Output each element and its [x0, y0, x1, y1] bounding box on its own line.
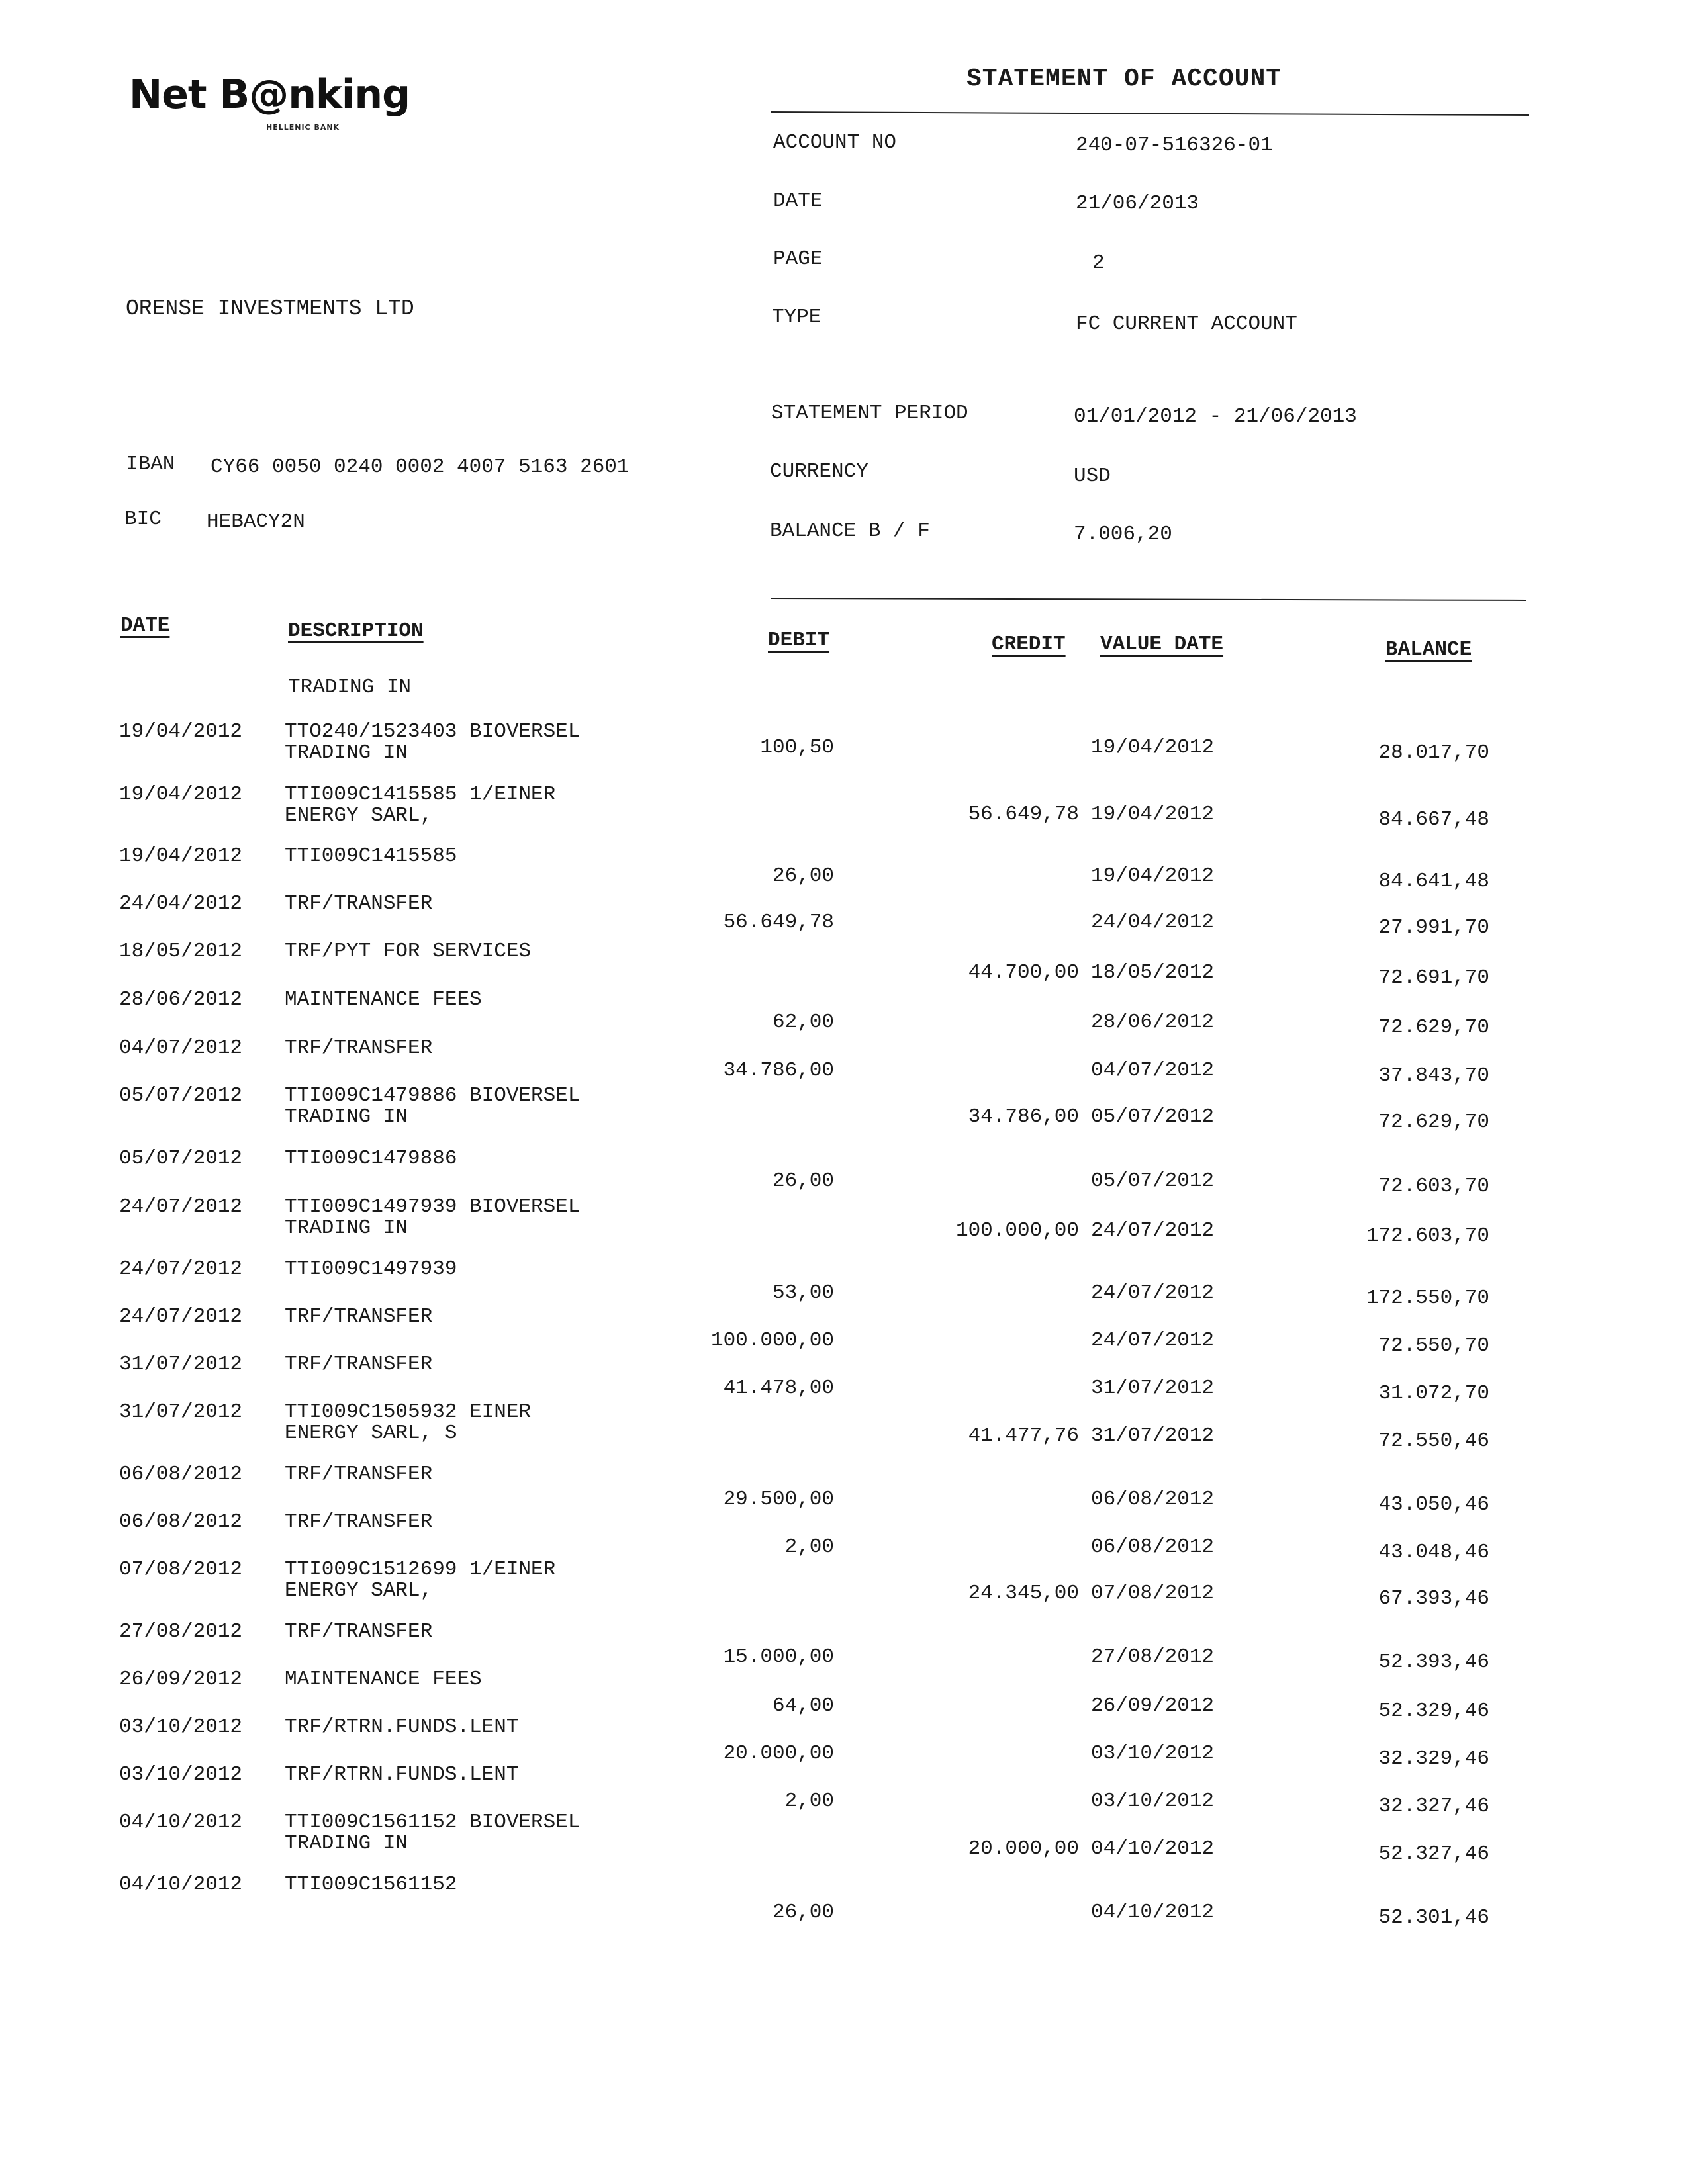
row-balance: 72.629,70: [1378, 1111, 1489, 1134]
row-date: 03/10/2012: [119, 1763, 243, 1786]
row-credit: 100.000,00: [955, 1219, 1079, 1242]
row-description: MAINTENANCE FEES: [285, 988, 482, 1011]
row-date: 24/04/2012: [119, 892, 243, 915]
row-credit: 20.000,00: [968, 1837, 1079, 1860]
row-balance: 72.603,70: [1378, 1175, 1489, 1198]
table-row: [0, 1558, 1688, 1610]
row-value-date: 19/04/2012: [1091, 736, 1215, 759]
row-date: 06/08/2012: [119, 1510, 243, 1533]
bic-value: HEBACY2N: [207, 510, 305, 533]
row-value-date: 24/07/2012: [1091, 1219, 1215, 1242]
row-description: TTI009C1479886: [285, 1147, 457, 1170]
row-value-date: 06/08/2012: [1091, 1488, 1215, 1511]
row-balance: 172.550,70: [1366, 1287, 1489, 1310]
row-date: 04/10/2012: [119, 1811, 243, 1834]
row-description: TTI009C1561152: [285, 1873, 457, 1896]
col-header-date: DATE: [120, 614, 170, 637]
row-balance: 72.691,70: [1378, 966, 1489, 989]
row-date: 19/04/2012: [119, 720, 243, 743]
row-value-date: 03/10/2012: [1091, 1742, 1215, 1765]
row-value-date: 07/08/2012: [1091, 1582, 1215, 1605]
statement-period-value: 01/01/2012 - 21/06/2013: [1074, 405, 1357, 428]
balance-bf-label: BALANCE B / F: [770, 520, 930, 543]
row-date: 19/04/2012: [119, 844, 243, 868]
row-description: TTO240/1523403 BIOVERSEL TRADING IN: [285, 720, 581, 764]
table-row: [0, 1811, 1688, 1866]
table-row: [0, 1353, 1688, 1405]
row-description: TRF/RTRN.FUNDS.LENT: [285, 1715, 519, 1739]
row-value-date: 03/10/2012: [1091, 1790, 1215, 1813]
row-date: 04/07/2012: [119, 1036, 243, 1060]
row-value-date: 19/04/2012: [1091, 864, 1215, 887]
row-description: TRF/TRANSFER: [285, 1510, 433, 1533]
row-description: TTI009C1479886 BIOVERSEL TRADING IN: [285, 1084, 581, 1128]
row-date: 26/09/2012: [119, 1668, 243, 1691]
row-value-date: 26/09/2012: [1091, 1694, 1215, 1717]
row-description: MAINTENANCE FEES: [285, 1668, 482, 1691]
row-balance: 37.843,70: [1378, 1064, 1489, 1087]
row-date: 24/07/2012: [119, 1257, 243, 1281]
row-debit: 34.786,00: [723, 1059, 834, 1082]
row-balance: 32.327,46: [1378, 1795, 1489, 1818]
row-description: TRF/TRANSFER: [285, 1620, 433, 1643]
row-date: 19/04/2012: [119, 783, 243, 806]
row-value-date: 31/07/2012: [1091, 1377, 1215, 1400]
bic-label: BIC: [124, 508, 162, 531]
row-value-date: 27/08/2012: [1091, 1645, 1215, 1668]
table-row: [0, 1620, 1688, 1674]
row-description: TRF/TRANSFER: [285, 1353, 433, 1376]
row-date: 27/08/2012: [119, 1620, 243, 1643]
row-balance: 72.629,70: [1378, 1016, 1489, 1039]
row-balance: 72.550,46: [1378, 1430, 1489, 1453]
table-row: [0, 1084, 1688, 1134]
carryover-description: TRADING IN: [288, 676, 412, 699]
table-row: [0, 1668, 1688, 1723]
row-description: TTI009C1561152 BIOVERSEL TRADING IN: [285, 1811, 581, 1855]
date-value: 21/06/2013: [1076, 192, 1199, 215]
row-credit: 41.477,76: [968, 1424, 1079, 1447]
row-date: 24/07/2012: [119, 1305, 243, 1328]
row-value-date: 18/05/2012: [1091, 961, 1215, 984]
row-value-date: 28/06/2012: [1091, 1011, 1215, 1034]
row-debit: 2,00: [784, 1790, 834, 1813]
row-date: 18/05/2012: [119, 940, 243, 963]
row-date: 04/10/2012: [119, 1873, 243, 1896]
row-date: 07/08/2012: [119, 1558, 243, 1581]
col-header-debit: DEBIT: [768, 629, 830, 652]
iban-value: CY66 0050 0240 0002 4007 5163 2601: [211, 455, 630, 478]
row-value-date: 05/07/2012: [1091, 1105, 1215, 1128]
row-balance: 52.393,46: [1378, 1651, 1489, 1674]
row-debit: 53,00: [772, 1281, 834, 1304]
balance-bf-value: 7.006,20: [1074, 523, 1172, 546]
row-debit: 64,00: [772, 1694, 834, 1717]
row-date: 03/10/2012: [119, 1715, 243, 1739]
row-description: TRF/TRANSFER: [285, 1305, 433, 1328]
row-description: TRF/TRANSFER: [285, 1036, 433, 1060]
row-date: 05/07/2012: [119, 1084, 243, 1107]
row-balance: 27.991,70: [1378, 916, 1489, 939]
table-row: [0, 1463, 1688, 1516]
table-row: [0, 720, 1688, 764]
row-balance: 52.329,46: [1378, 1700, 1489, 1723]
row-description: TRF/RTRN.FUNDS.LENT: [285, 1763, 519, 1786]
row-balance: 52.301,46: [1378, 1906, 1489, 1929]
row-value-date: 04/10/2012: [1091, 1901, 1215, 1924]
account-no-value: 240-07-516326-01: [1076, 134, 1273, 157]
row-debit: 100.000,00: [710, 1329, 834, 1352]
row-description: TTI009C1415585 1/EINER ENERGY SARL,: [285, 783, 556, 827]
row-debit: 56.649,78: [723, 911, 834, 934]
row-debit: 26,00: [772, 1901, 834, 1924]
row-date: 24/07/2012: [119, 1195, 243, 1218]
row-value-date: 24/07/2012: [1091, 1329, 1215, 1352]
row-date: 31/07/2012: [119, 1353, 243, 1376]
row-description: TTI009C1497939 BIOVERSEL TRADING IN: [285, 1195, 581, 1240]
row-debit: 15.000,00: [723, 1645, 834, 1668]
bank-logo: Net B@nking: [129, 71, 410, 118]
table-row: [0, 1147, 1688, 1198]
row-description: TTI009C1505932 EINER ENERGY SARL, S: [285, 1400, 532, 1445]
row-credit: 56.649,78: [968, 803, 1079, 826]
row-value-date: 06/08/2012: [1091, 1535, 1215, 1559]
table-row: [0, 940, 1688, 989]
row-value-date: 19/04/2012: [1091, 803, 1215, 826]
row-debit: 41.478,00: [723, 1377, 834, 1400]
iban-label: IBAN: [126, 453, 175, 476]
row-credit: 34.786,00: [968, 1105, 1079, 1128]
row-value-date: 24/04/2012: [1091, 911, 1215, 934]
row-description: TRF/PYT FOR SERVICES: [285, 940, 532, 963]
table-row: [0, 1873, 1688, 1929]
table-row: [0, 892, 1688, 939]
col-header-balance: BALANCE: [1385, 638, 1472, 661]
row-balance: 52.327,46: [1378, 1843, 1489, 1866]
statement-title: STATEMENT OF ACCOUNT: [966, 65, 1282, 93]
row-value-date: 31/07/2012: [1091, 1424, 1215, 1447]
bank-logo-subtext: HELLENIC BANK: [266, 123, 340, 132]
row-value-date: 04/10/2012: [1091, 1837, 1215, 1860]
row-balance: 31.072,70: [1378, 1382, 1489, 1405]
table-row: [0, 988, 1688, 1039]
col-header-credit: CREDIT: [992, 633, 1066, 656]
row-balance: 43.048,46: [1378, 1541, 1489, 1564]
row-date: 06/08/2012: [119, 1463, 243, 1486]
table-row: [0, 1763, 1688, 1818]
row-description: TTI009C1512699 1/EINER ENERGY SARL,: [285, 1558, 556, 1602]
type-label: TYPE: [772, 306, 821, 329]
currency-value: USD: [1074, 465, 1111, 488]
row-balance: 43.050,46: [1378, 1493, 1489, 1516]
table-row: [0, 1305, 1688, 1357]
row-date: 28/06/2012: [119, 988, 243, 1011]
col-header-description: DESCRIPTION: [288, 619, 424, 643]
page-label: PAGE: [773, 248, 823, 271]
row-balance: 72.550,70: [1378, 1334, 1489, 1357]
title-divider: [771, 111, 1529, 116]
info-divider: [771, 598, 1526, 601]
row-date: 05/07/2012: [119, 1147, 243, 1170]
table-row: [0, 783, 1688, 831]
row-credit: 44.700,00: [968, 961, 1079, 984]
row-debit: 62,00: [772, 1011, 834, 1034]
row-balance: 67.393,46: [1378, 1587, 1489, 1610]
row-description: TTI009C1497939: [285, 1257, 457, 1281]
row-value-date: 04/07/2012: [1091, 1059, 1215, 1082]
row-debit: 2,00: [784, 1535, 834, 1559]
type-value: FC CURRENT ACCOUNT: [1076, 312, 1297, 336]
account-no-label: ACCOUNT NO: [773, 131, 897, 154]
row-debit: 26,00: [772, 1169, 834, 1193]
row-debit: 26,00: [772, 864, 834, 887]
row-balance: 28.017,70: [1378, 741, 1489, 764]
row-date: 31/07/2012: [119, 1400, 243, 1424]
statement-period-label: STATEMENT PERIOD: [771, 402, 968, 425]
row-description: TTI009C1415585: [285, 844, 457, 868]
date-label: DATE: [773, 189, 823, 212]
currency-label: CURRENCY: [770, 460, 868, 483]
col-header-value-date: VALUE DATE: [1100, 633, 1224, 656]
row-balance: 84.641,48: [1378, 870, 1489, 893]
row-balance: 84.667,48: [1378, 808, 1489, 831]
customer-name: ORENSE INVESTMENTS LTD: [126, 296, 414, 321]
row-debit: 20.000,00: [723, 1742, 834, 1765]
row-balance: 172.603,70: [1366, 1224, 1489, 1248]
row-balance: 32.329,46: [1378, 1747, 1489, 1770]
row-debit: 29.500,00: [723, 1488, 834, 1511]
row-description: TRF/TRANSFER: [285, 1463, 433, 1486]
row-description: TRF/TRANSFER: [285, 892, 433, 915]
row-value-date: 05/07/2012: [1091, 1169, 1215, 1193]
row-debit: 100,50: [760, 736, 834, 759]
row-credit: 24.345,00: [968, 1582, 1079, 1605]
page-value: 2: [1092, 251, 1105, 275]
row-value-date: 24/07/2012: [1091, 1281, 1215, 1304]
